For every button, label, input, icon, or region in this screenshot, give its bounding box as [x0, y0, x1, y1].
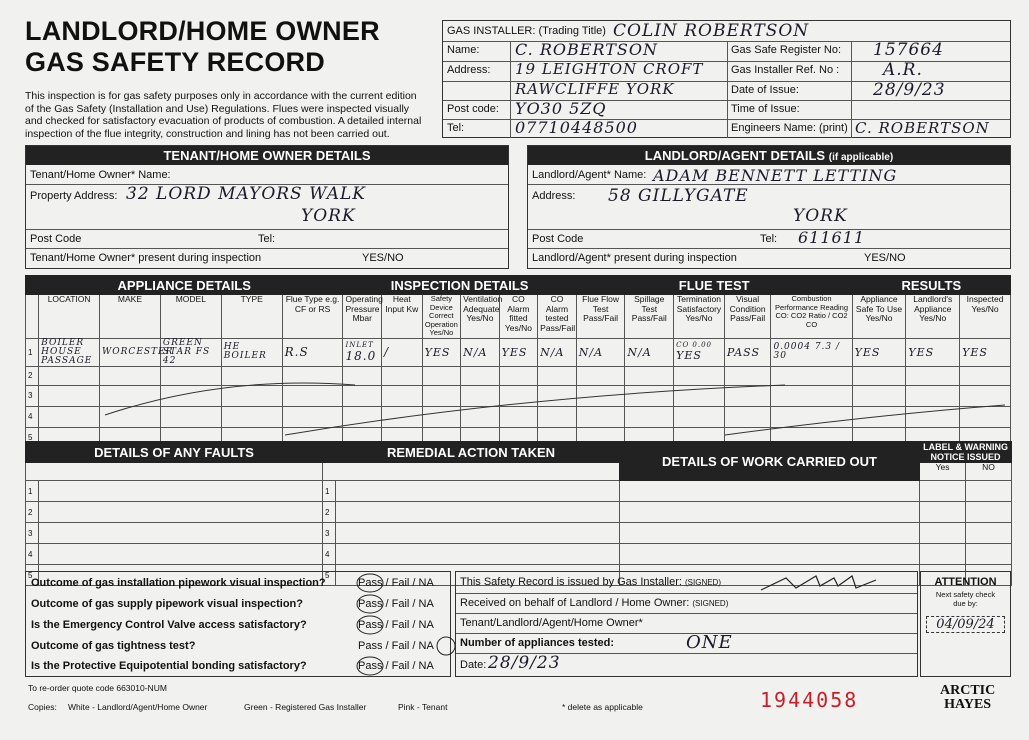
tenant-address-line1[interactable]: 32 LORD MAYORS WALK	[126, 184, 366, 204]
row-number: 1	[26, 481, 39, 502]
attention-note: Next safety check due by:	[935, 590, 996, 608]
row1-landlords-appliance[interactable]: YES	[906, 338, 960, 366]
installer-address-label: Address:	[447, 64, 491, 76]
row1-safety-device[interactable]: YES	[422, 338, 461, 366]
row-number: 5	[26, 565, 39, 586]
row-number: 4	[26, 544, 39, 565]
remedial-header: REMEDIAL ACTION TAKEN	[323, 442, 620, 463]
brand-logo	[940, 684, 995, 712]
appliance-section	[25, 275, 1011, 449]
brand-line2: HAYES	[944, 697, 992, 712]
row-number: 2	[26, 502, 39, 523]
row1-make[interactable]: WORCESTER	[100, 338, 161, 366]
landlord-header-note: (if applicable)	[828, 152, 894, 163]
appliance-details-header: APPLIANCE DETAILS	[26, 276, 343, 295]
ref-value[interactable]: A.R.	[883, 60, 923, 80]
tenant-name-label: Tenant/Home Owner* Name:	[30, 169, 171, 181]
fault-row-2[interactable]	[26, 502, 1012, 523]
landlord-header	[528, 146, 1010, 165]
col-visual-condition: Visual Condition Pass/Fail	[724, 295, 771, 339]
check-3-question: Is the Emergency Control Valve access satisfactory?	[31, 619, 307, 631]
row1-ventilation[interactable]: N/A	[461, 338, 500, 366]
row1-inspected[interactable]: YES	[960, 338, 1011, 366]
register-value[interactable]: 157664	[873, 40, 944, 60]
row1-visual-condition[interactable]: PASS	[724, 338, 771, 366]
checks-box	[25, 571, 451, 677]
row1-co-note: CO 0.00	[676, 341, 713, 349]
row-number: 3	[26, 385, 39, 406]
signoff-box	[455, 571, 918, 677]
check-5-options[interactable]: Pass / Fail / NA	[358, 660, 434, 672]
col-safe-to-use: Appliance Safe To Use Yes/No	[852, 295, 906, 339]
faults-header: DETAILS OF ANY FAULTS	[26, 442, 323, 463]
label-no: NO	[966, 463, 1012, 481]
check-4-question: Outcome of gas tightness test?	[31, 640, 196, 652]
tenant-landlord-label: Tenant/Landlord/Agent/Home Owner*	[460, 617, 643, 629]
faults-section	[25, 441, 1011, 586]
row1-location[interactable]: BOILER HOUSE PASSAGE	[39, 338, 100, 366]
issued-label-text: This Safety Record is issued by Gas Installer:	[460, 576, 682, 588]
ref-label: Gas Installer Ref. No :	[731, 64, 840, 76]
row1-spillage[interactable]: N/A	[625, 338, 674, 366]
col-inspected: Inspected Yes/No	[960, 295, 1011, 339]
landlord-box	[527, 145, 1011, 269]
signoff-date-value[interactable]: 28/9/23	[488, 653, 561, 673]
col-termination: Termination Satisfactory Yes/No	[674, 295, 725, 339]
copies-green: Green - Registered Gas Installer	[244, 702, 367, 712]
landlord-address-label: Address:	[532, 190, 576, 202]
row1-inlet-note: INLET	[345, 340, 374, 349]
landlord-tel-value[interactable]: 611611	[798, 228, 866, 247]
appliances-tested-label: Number of appliances tested:	[460, 637, 615, 649]
col-model: MODEL	[160, 295, 221, 339]
row-number: 5	[323, 565, 336, 586]
row-number: 1	[26, 338, 39, 366]
landlord-address-line1[interactable]: 58 GILLYGATE	[608, 186, 749, 206]
time-issue-label: Time of Issue:	[731, 103, 800, 115]
landlord-tel-label: Tel:	[760, 233, 778, 245]
col-heat-input: Heat Input Kw	[382, 295, 423, 339]
form-title-line1: LANDLORD/HOME OWNER	[25, 16, 380, 46]
check-5-question: Is the Protective Equipotential bonding satisfactory?	[31, 660, 307, 672]
inspection-details-header: INSPECTION DETAILS	[343, 276, 576, 295]
tenant-present-value[interactable]: YES/NO	[362, 252, 404, 264]
row-number: 5	[26, 427, 39, 448]
installer-tel-label: Tel:	[447, 122, 465, 134]
row1-type[interactable]: HE BOILER	[221, 338, 282, 366]
brand-line1: ARCTIC	[940, 683, 996, 698]
installer-tel-value[interactable]: 07710448500	[515, 118, 638, 137]
work-header: DETAILS OF WORK CARRIED OUT	[620, 442, 920, 481]
landlord-present-value[interactable]: YES/NO	[864, 252, 906, 264]
signoff-date-label: Date:	[460, 659, 487, 671]
landlord-header-text: LANDLORD/AGENT DETAILS	[644, 148, 826, 163]
landlord-name-label: Landlord/Agent* Name:	[532, 169, 647, 181]
row1-safe-to-use[interactable]: YES	[852, 338, 906, 366]
check-4-options[interactable]: Pass / Fail / NA	[358, 640, 434, 652]
tenant-box	[25, 145, 509, 269]
tenant-address-label: Property Address:	[30, 190, 118, 202]
register-label: Gas Safe Register No:	[731, 44, 842, 56]
installer-postcode-value[interactable]: YO30 5ZQ	[515, 99, 607, 118]
row-number: 4	[323, 544, 336, 565]
row-number: 4	[26, 406, 39, 427]
check-2-options[interactable]: Pass / Fail / NA	[358, 598, 434, 610]
check-3-options[interactable]: Pass / Fail / NA	[358, 619, 434, 631]
trading-label: GAS INSTALLER: (Trading Title)	[447, 25, 606, 37]
copies-label: Copies:	[28, 702, 57, 712]
issued-label	[460, 576, 721, 588]
check-1-question: Outcome of gas installation pipework visual inspection?	[31, 577, 326, 589]
received-label	[460, 597, 728, 609]
col-make: MAKE	[100, 295, 161, 339]
col-co-alarm-fitted: CO Alarm fitted Yes/No	[499, 295, 538, 339]
engineer-label: Engineers Name: (print)	[731, 122, 848, 134]
attention-title: ATTENTION	[934, 576, 997, 588]
check-2-question: Outcome of gas supply pipework visual inspection?	[31, 598, 303, 610]
form-title-line2: GAS SAFETY RECORD	[25, 47, 325, 77]
installer-name-value[interactable]: C. ROBERTSON	[515, 40, 658, 59]
col-flue-type: Flue Type e.g. CF or RS	[282, 295, 343, 339]
landlord-address-line2[interactable]: YORK	[793, 206, 848, 226]
tenant-header: TENANT/HOME OWNER DETAILS	[26, 146, 508, 165]
copies-white: White - Landlord/Agent/Home Owner	[68, 702, 208, 712]
landlord-name-value[interactable]: ADAM BENNETT LETTING	[653, 166, 898, 185]
delete-note: * delete as applicable	[562, 702, 643, 712]
trading-value[interactable]: COLIN ROBERTSON	[613, 21, 810, 41]
row1-combustion[interactable]: 0.0004 7.3 / 30	[771, 338, 852, 366]
row1-flue-type[interactable]: R.S	[282, 338, 343, 366]
tenant-postcode-label: Post Code	[30, 233, 82, 245]
row-number: 3	[26, 523, 39, 544]
flue-test-header: FLUE TEST	[576, 276, 852, 295]
installer-signature[interactable]	[756, 572, 906, 594]
col-safety-device: Safety Device Correct Operation Yes/No	[422, 295, 461, 339]
engineer-value[interactable]: C. ROBERTSON	[855, 119, 990, 137]
check-1-options[interactable]: Pass / Fail / NA	[358, 577, 434, 589]
row1-pressure-value: 18.0	[345, 348, 377, 363]
copies-pink: Pink - Tenant	[398, 702, 448, 712]
col-flue-flow: Flue Flow Test Pass/Fail	[576, 295, 625, 339]
date-issue-label: Date of Issue:	[731, 84, 799, 96]
next-check-due-value[interactable]: 04/09/24	[926, 616, 1005, 633]
fault-row-4[interactable]	[26, 544, 1012, 565]
intro-text: This inspection is for gas safety purposes only in accordance with the current edition of the Gas Safety (Installation and Use) Regulations. Flues were inspected visually and checked for satisfactory evacuation of products of combustion. A detailed internal inspection of the flue integrity, construction and lining has not been carried out.	[25, 90, 422, 140]
installer-name-label: Name:	[447, 44, 480, 56]
fault-row-3[interactable]	[26, 523, 1012, 544]
installer-box	[442, 20, 1011, 138]
col-ventilation: Ventilation Adequate Yes/No	[461, 295, 500, 339]
landlord-present-label: Landlord/Agent* present during inspection	[532, 252, 737, 264]
reorder-text: To re-order quote code 663010-NUM	[28, 683, 167, 693]
row1-flue-flow[interactable]: N/A	[576, 338, 625, 366]
row1-co-alarm-fitted[interactable]: YES	[499, 338, 538, 366]
results-header: RESULTS	[852, 276, 1010, 295]
col-location: LOCATION	[39, 295, 100, 339]
serial-number: 1944058	[760, 688, 859, 712]
form-title	[25, 16, 380, 78]
tenant-present-label: Tenant/Home Owner* present during inspection	[30, 252, 262, 264]
col-landlords-appliance: Landlord's Appliance Yes/No	[906, 295, 960, 339]
row1-co-alarm-tested[interactable]: N/A	[538, 338, 577, 366]
received-label-text: Received on behalf of Landlord / Home Owner:	[460, 597, 690, 609]
tenant-tel-label: Tel:	[258, 233, 276, 245]
row1-model[interactable]: GREEN STAR FS 42	[160, 338, 221, 366]
installer-postcode-label: Post code:	[447, 103, 499, 115]
col-type: TYPE	[221, 295, 282, 339]
row1-heat-input[interactable]: /	[382, 338, 423, 366]
installer-address-line1[interactable]: 19 LEIGHTON CROFT	[515, 60, 704, 78]
attention-box	[920, 571, 1011, 677]
date-issue-value[interactable]: 28/9/23	[873, 80, 946, 100]
installer-address-line2[interactable]: RAWCLIFFE YORK	[515, 80, 675, 98]
label-warning-header: LABEL & WARNING NOTICE ISSUED	[920, 442, 1012, 463]
strike-lines	[25, 355, 1011, 440]
row1-termination-value: YES	[676, 349, 702, 362]
label-yes: Yes	[920, 463, 966, 481]
col-operating-pressure: Operating Pressure Mbar	[343, 295, 382, 339]
col-combustion: Combustion Performance Reading CO: CO2 Ratio / CO2 CO	[771, 295, 852, 339]
row-number: 2	[26, 366, 39, 385]
received-note: (SIGNED)	[692, 599, 729, 608]
tenant-address-line2[interactable]: YORK	[301, 206, 356, 226]
selection-circles	[346, 572, 456, 678]
col-co-alarm-tested: CO Alarm tested Pass/Fail	[538, 295, 577, 339]
issued-note: (SIGNED)	[685, 578, 721, 587]
landlord-postcode-label: Post Code	[532, 233, 584, 245]
row-number: 2	[323, 502, 336, 523]
row-number: 3	[323, 523, 336, 544]
fault-row-1[interactable]	[26, 481, 1012, 502]
col-spillage: Spillage Test Pass/Fail	[625, 295, 674, 339]
appliances-tested-value[interactable]: ONE	[686, 632, 733, 653]
faults-table	[25, 441, 1012, 586]
row-number: 1	[323, 481, 336, 502]
